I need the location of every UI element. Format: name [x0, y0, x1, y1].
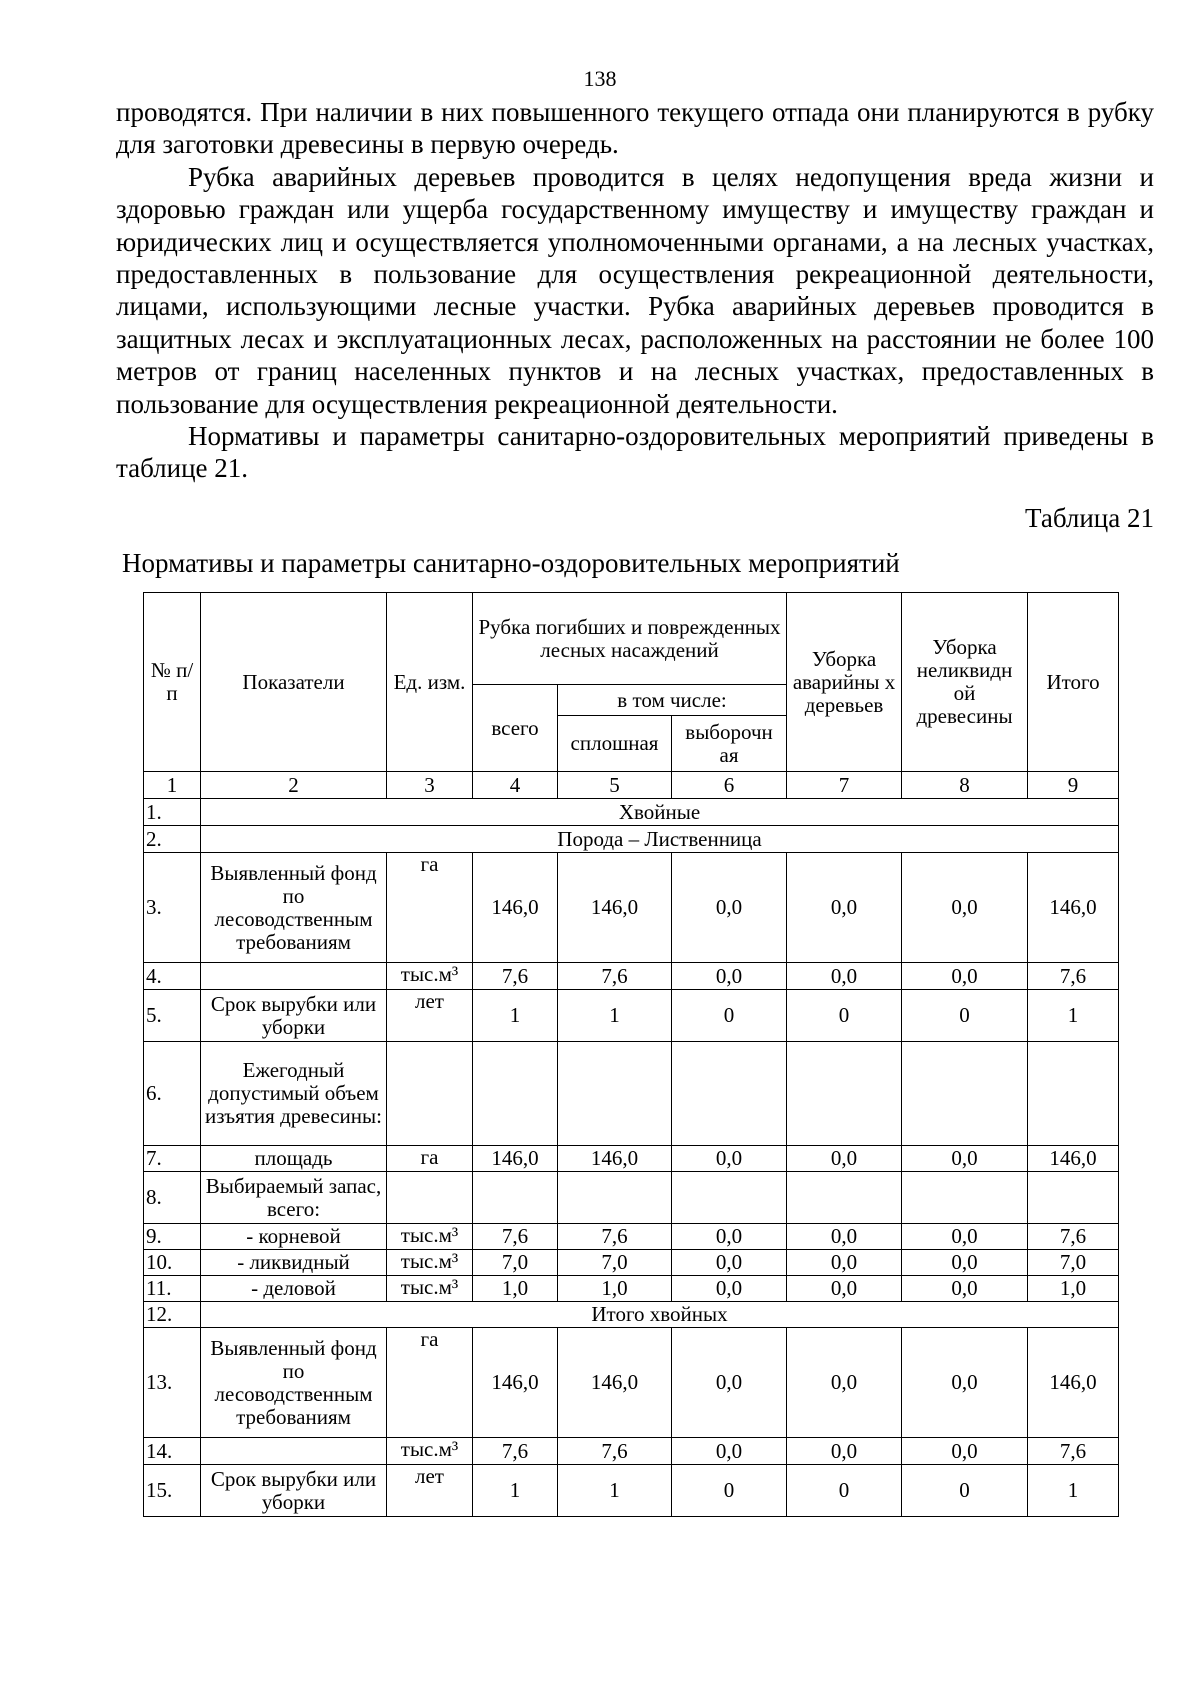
table-row [144, 826, 1119, 853]
row-unit [387, 1172, 473, 1224]
row-value: 0,0 [902, 1224, 1028, 1250]
row-indicator: Срок вырубки или уборки [201, 990, 387, 1042]
row-value: 0,0 [787, 1146, 902, 1172]
row-value: 1 [558, 1465, 672, 1517]
header-total-all: всего [473, 685, 558, 772]
table-row [144, 799, 1119, 826]
norms-table [143, 592, 1119, 1517]
header-indicator: Показатели [201, 593, 387, 772]
row-value: 7,6 [558, 1438, 672, 1465]
row-number: 11. [144, 1276, 201, 1302]
row-value: 0,0 [787, 1250, 902, 1276]
row-value: 0,0 [672, 1146, 787, 1172]
row-unit: тыс.м³ [387, 1224, 473, 1250]
row-value: 146,0 [473, 853, 558, 963]
column-number: 7 [787, 772, 902, 799]
table-row [144, 963, 1119, 990]
table-row [144, 1328, 1119, 1438]
row-value [1028, 1172, 1119, 1224]
header-felling-group: Рубка погибших и поврежденных лесных насаждений [473, 593, 787, 685]
row-unit: тыс.м³ [387, 963, 473, 990]
table-row [144, 1302, 1119, 1328]
row-value: 0,0 [672, 1224, 787, 1250]
row-value: 146,0 [1028, 1146, 1119, 1172]
row-number: 10. [144, 1250, 201, 1276]
row-value: 0,0 [902, 1276, 1028, 1302]
row-value: 1 [1028, 990, 1119, 1042]
row-value: 7,0 [473, 1250, 558, 1276]
table-row [144, 990, 1119, 1042]
column-number: 1 [144, 772, 201, 799]
row-value: 7,6 [1028, 1224, 1119, 1250]
table-row [144, 853, 1119, 963]
row-value [902, 1172, 1028, 1224]
header-total: Итого [1028, 593, 1119, 772]
section-heading: Порода – Лиственница [201, 826, 1119, 853]
row-number: 8. [144, 1172, 201, 1224]
row-value: 1,0 [473, 1276, 558, 1302]
row-indicator: Выявленный фонд по лесоводственным требованиям [201, 1328, 387, 1438]
row-value: 1 [558, 990, 672, 1042]
row-value [473, 1172, 558, 1224]
row-value: 146,0 [473, 1328, 558, 1438]
row-unit: тыс.м³ [387, 1438, 473, 1465]
section-heading: Хвойные [201, 799, 1119, 826]
row-number: 6. [144, 1042, 201, 1146]
column-number: 6 [672, 772, 787, 799]
row-value: 1,0 [1028, 1276, 1119, 1302]
header-illiquid: Уборка неликвидн ой древесины [902, 593, 1028, 772]
header-unit: Ед. изм. [387, 593, 473, 772]
row-indicator: - деловой [201, 1276, 387, 1302]
row-value: 0,0 [672, 1328, 787, 1438]
row-value: 0,0 [787, 1328, 902, 1438]
row-value: 7,6 [558, 963, 672, 990]
row-value: 7,6 [473, 963, 558, 990]
row-value: 1 [1028, 1465, 1119, 1517]
table-row [144, 1250, 1119, 1276]
row-value: 0 [902, 1465, 1028, 1517]
column-number: 3 [387, 772, 473, 799]
row-value [558, 1042, 672, 1146]
row-value: 0,0 [672, 963, 787, 990]
row-value: 1,0 [558, 1276, 672, 1302]
table-row [144, 1146, 1119, 1172]
row-value [672, 1042, 787, 1146]
row-value: 146,0 [558, 1328, 672, 1438]
column-number: 9 [1028, 772, 1119, 799]
paragraph-table-reference: Нормативы и параметры санитарно-оздоровительных мероприятий приведены в таблице 21. [116, 421, 1154, 484]
row-value: 0,0 [902, 963, 1028, 990]
header-row-1 [144, 593, 1119, 685]
row-value: 0,0 [672, 853, 787, 963]
table-title: Нормативы и параметры санитарно-оздоровительных мероприятий [122, 548, 900, 578]
row-value: 146,0 [473, 1146, 558, 1172]
row-value: 0,0 [672, 1250, 787, 1276]
row-value: 7,6 [473, 1224, 558, 1250]
row-value: 7,6 [473, 1438, 558, 1465]
row-value: 7,6 [1028, 963, 1119, 990]
row-value: 0,0 [902, 1146, 1028, 1172]
row-value: 7,0 [558, 1250, 672, 1276]
column-number: 4 [473, 772, 558, 799]
section-heading: Итого хвойных [201, 1302, 1119, 1328]
row-value: 0,0 [902, 1438, 1028, 1465]
row-value: 0 [672, 990, 787, 1042]
row-value: 7,6 [558, 1224, 672, 1250]
row-value: 0,0 [902, 853, 1028, 963]
row-value: 146,0 [1028, 1328, 1119, 1438]
header-num: № п/п [144, 593, 201, 772]
row-indicator: площадь [201, 1146, 387, 1172]
row-value: 0 [902, 990, 1028, 1042]
row-indicator [201, 963, 387, 990]
table-row [144, 1276, 1119, 1302]
row-value: 0,0 [787, 1276, 902, 1302]
table-row [144, 1042, 1119, 1146]
row-value: 0 [787, 1465, 902, 1517]
row-value: 146,0 [1028, 853, 1119, 963]
row-indicator: Срок вырубки или уборки [201, 1465, 387, 1517]
column-number: 2 [201, 772, 387, 799]
row-number: 14. [144, 1438, 201, 1465]
row-value: 0,0 [672, 1276, 787, 1302]
row-value: 1 [473, 1465, 558, 1517]
row-value: 0 [787, 990, 902, 1042]
row-value: 0,0 [787, 1224, 902, 1250]
column-number-row [144, 772, 1119, 799]
row-value [787, 1042, 902, 1146]
row-indicator: - ликвидный [201, 1250, 387, 1276]
row-value: 0,0 [902, 1328, 1028, 1438]
row-value: 146,0 [558, 853, 672, 963]
row-value: 7,6 [1028, 1438, 1119, 1465]
row-number: 15. [144, 1465, 201, 1517]
column-number: 8 [902, 772, 1028, 799]
row-number: 1. [144, 799, 201, 826]
row-unit: га [387, 1328, 473, 1438]
row-value [558, 1172, 672, 1224]
header-selective: выборочн ая [672, 716, 787, 772]
row-value: 0,0 [787, 1438, 902, 1465]
row-unit [387, 1042, 473, 1146]
row-value [473, 1042, 558, 1146]
table-row [144, 1172, 1119, 1224]
row-number: 13. [144, 1328, 201, 1438]
page-number: 138 [583, 66, 617, 91]
row-unit: га [387, 1146, 473, 1172]
header-including: в том числе: [558, 685, 787, 716]
row-value [1028, 1042, 1119, 1146]
row-indicator: Ежегодный допустимый объем изъятия древесины: [201, 1042, 387, 1146]
row-number: 9. [144, 1224, 201, 1250]
row-indicator: Выбираемый запас, всего: [201, 1172, 387, 1224]
row-unit: лет [387, 1465, 473, 1517]
row-number: 3. [144, 853, 201, 963]
row-value: 0,0 [672, 1438, 787, 1465]
header-emergency: Уборка аварийны х деревьев [787, 593, 902, 772]
table-row [144, 1224, 1119, 1250]
row-unit: тыс.м³ [387, 1250, 473, 1276]
row-number: 5. [144, 990, 201, 1042]
row-number: 12. [144, 1302, 201, 1328]
table-number: Таблица 21 [1025, 503, 1154, 533]
row-value [787, 1172, 902, 1224]
paragraph-emergency-felling: Рубка аварийных деревьев проводится в целях недопущения вреда жизни и здоровью граждан или ущерба государственному имуществу и имуществу граждан и юридических лиц и осуществляется уполномоченными органами, а на лесных участках, предоставленных в пользование для осуществления рекреационной деятельности, лицами, использующими лесные участки. Рубка аварийных деревьев проводится в защитных лесах и эксплуатационных лесах, расположенных на расстоянии не более 100 метров от границ населенных пунктов и на лесных участках, предоставленных в пользование для осуществления рекреационной деятельности. [116, 161, 1154, 419]
row-indicator: - корневой [201, 1224, 387, 1250]
row-indicator: Выявленный фонд по лесоводственным требованиям [201, 853, 387, 963]
row-number: 4. [144, 963, 201, 990]
row-value: 7,0 [1028, 1250, 1119, 1276]
row-unit: лет [387, 990, 473, 1042]
row-value: 0,0 [902, 1250, 1028, 1276]
row-number: 7. [144, 1146, 201, 1172]
row-number: 2. [144, 826, 201, 853]
row-value: 0,0 [787, 963, 902, 990]
row-indicator [201, 1438, 387, 1465]
column-number: 5 [558, 772, 672, 799]
table-row [144, 1465, 1119, 1517]
row-value [672, 1172, 787, 1224]
row-value [902, 1042, 1028, 1146]
row-unit: га [387, 853, 473, 963]
row-value: 1 [473, 990, 558, 1042]
row-value: 0 [672, 1465, 787, 1517]
header-clear: сплошная [558, 716, 672, 772]
body-text [116, 96, 1154, 485]
table-row [144, 1438, 1119, 1465]
row-unit: тыс.м³ [387, 1276, 473, 1302]
paragraph-continuation: проводятся. При наличии в них повышенного текущего отпада они планируются в рубку для заготовки древесины в первую очередь. [116, 97, 1154, 160]
row-value: 146,0 [558, 1146, 672, 1172]
row-value: 0,0 [787, 853, 902, 963]
